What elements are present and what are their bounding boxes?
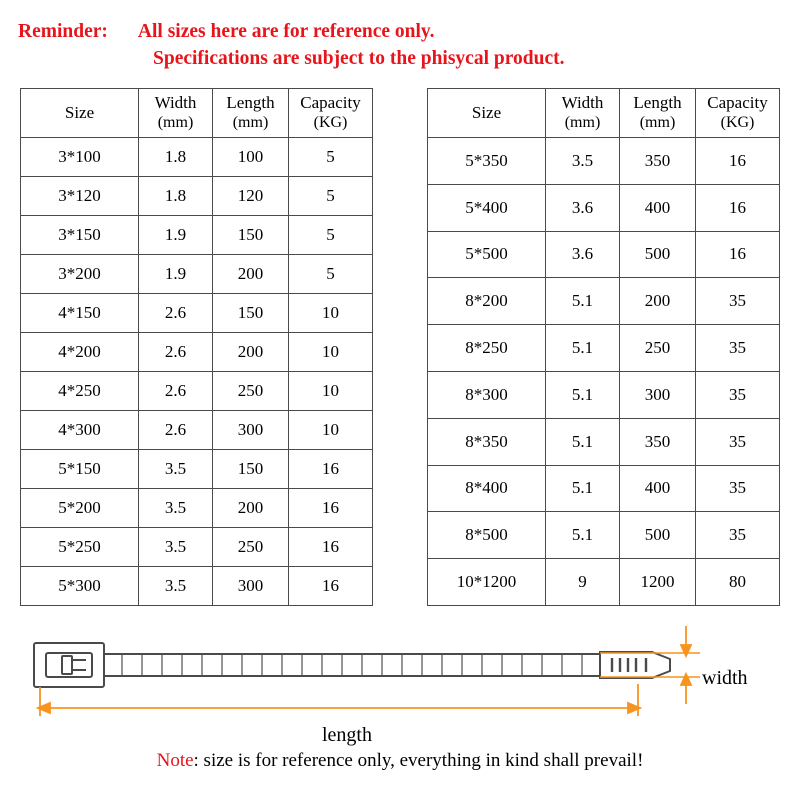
spec-table-right (427, 88, 780, 606)
cell-width: 3.5 (139, 489, 213, 528)
table-row (428, 184, 780, 231)
cell-length: 300 (213, 567, 289, 606)
cell-width: 2.6 (139, 333, 213, 372)
cell-capacity: 35 (696, 278, 780, 325)
cell-size: 3*120 (21, 177, 139, 216)
table-row (21, 411, 373, 450)
cell-size: 8*250 (428, 325, 546, 372)
cell-capacity: 16 (696, 138, 780, 185)
reminder-label: Reminder: (18, 21, 108, 42)
header-size-label: Size (471, 103, 502, 122)
header-size (428, 89, 546, 138)
cell-size: 8*500 (428, 512, 546, 559)
table-row (428, 418, 780, 465)
table-row (21, 294, 373, 333)
cell-capacity: 35 (696, 418, 780, 465)
table-row (428, 559, 780, 606)
cable-tie-strap (104, 654, 600, 676)
cell-size: 5*500 (428, 231, 546, 278)
cell-length: 400 (620, 465, 696, 512)
cell-capacity: 16 (289, 450, 373, 489)
length-dimension-arrow (38, 684, 640, 716)
table-row (21, 255, 373, 294)
cell-size: 8*300 (428, 371, 546, 418)
cell-size: 8*400 (428, 465, 546, 512)
reminder-text-2: Specifications are subject to the phisycal product. (153, 48, 565, 69)
cell-width: 3.5 (546, 138, 620, 185)
cell-length: 200 (213, 255, 289, 294)
table-row (428, 465, 780, 512)
cell-size: 8*200 (428, 278, 546, 325)
cell-size: 10*1200 (428, 559, 546, 606)
cell-size: 5*400 (428, 184, 546, 231)
header-width-unit: (mm) (564, 114, 601, 131)
cell-size: 4*200 (21, 333, 139, 372)
cell-size: 5*300 (21, 567, 139, 606)
cell-width: 1.8 (139, 177, 213, 216)
table-row (21, 216, 373, 255)
cell-length: 200 (213, 333, 289, 372)
cell-size: 4*250 (21, 372, 139, 411)
cell-capacity: 5 (289, 138, 373, 177)
table-header-row (21, 89, 373, 138)
table-row (21, 177, 373, 216)
table-row (428, 138, 780, 185)
cell-width: 2.6 (139, 294, 213, 333)
cell-capacity: 35 (696, 512, 780, 559)
cable-tie-head (34, 643, 104, 687)
header-width (139, 89, 213, 138)
header-capacity-label: Capacity (707, 93, 768, 112)
header-width-unit: (mm) (157, 114, 194, 131)
cell-width: 3.5 (139, 528, 213, 567)
cell-length: 200 (620, 278, 696, 325)
cell-length: 120 (213, 177, 289, 216)
cell-capacity: 10 (289, 294, 373, 333)
cell-size: 8*350 (428, 418, 546, 465)
spec-tables (20, 88, 780, 606)
cell-size: 5*200 (21, 489, 139, 528)
header-capacity-unit: (KG) (720, 114, 755, 131)
header-capacity (289, 89, 373, 138)
cell-capacity: 16 (289, 489, 373, 528)
cell-length: 300 (620, 371, 696, 418)
cell-capacity: 35 (696, 371, 780, 418)
cell-capacity: 10 (289, 372, 373, 411)
cell-width: 3.6 (546, 231, 620, 278)
reminder-line-1 (18, 18, 782, 45)
width-label: width (702, 667, 748, 689)
header-length (213, 89, 289, 138)
table-row (428, 325, 780, 372)
table-row (21, 138, 373, 177)
table-row (21, 489, 373, 528)
cell-width: 5.1 (546, 418, 620, 465)
cell-length: 500 (620, 231, 696, 278)
length-label: length (322, 724, 372, 746)
cell-width: 3.6 (546, 184, 620, 231)
table-row (428, 278, 780, 325)
header-size-label: Size (64, 103, 95, 122)
cell-capacity: 10 (289, 411, 373, 450)
cell-capacity: 35 (696, 465, 780, 512)
cell-width: 1.8 (139, 138, 213, 177)
cable-tie-drawing (0, 612, 800, 742)
cell-size: 5*350 (428, 138, 546, 185)
header-capacity (696, 89, 780, 138)
cell-width: 3.5 (139, 450, 213, 489)
header-length-label: Length (226, 93, 275, 112)
cell-length: 250 (213, 372, 289, 411)
cell-length: 400 (620, 184, 696, 231)
cell-capacity: 5 (289, 216, 373, 255)
cell-size: 4*150 (21, 294, 139, 333)
table-row (21, 372, 373, 411)
table-row (428, 371, 780, 418)
cell-capacity: 16 (696, 184, 780, 231)
cell-size: 4*300 (21, 411, 139, 450)
cell-length: 350 (620, 138, 696, 185)
header-width-label: Width (154, 93, 197, 112)
cell-capacity: 80 (696, 559, 780, 606)
cell-size: 3*200 (21, 255, 139, 294)
note-body: : size is for reference only, everything in kind shall prevail! (193, 750, 644, 771)
reminder-block (18, 18, 782, 72)
cell-width: 1.9 (139, 216, 213, 255)
cell-length: 250 (213, 528, 289, 567)
table-row (21, 450, 373, 489)
table-row (428, 231, 780, 278)
reminder-text-1: All sizes here are for reference only. (137, 21, 435, 42)
cell-width: 5.1 (546, 512, 620, 559)
header-length-unit: (mm) (639, 114, 676, 131)
cell-width: 5.1 (546, 325, 620, 372)
cell-capacity: 16 (696, 231, 780, 278)
header-width-label: Width (561, 93, 604, 112)
cell-length: 150 (213, 450, 289, 489)
header-length-label: Length (633, 93, 682, 112)
cell-length: 200 (213, 489, 289, 528)
cell-length: 150 (213, 216, 289, 255)
cell-length: 250 (620, 325, 696, 372)
header-width (546, 89, 620, 138)
cell-length: 500 (620, 512, 696, 559)
cable-tie-diagram (0, 612, 800, 746)
cell-length: 1200 (620, 559, 696, 606)
cell-width: 1.9 (139, 255, 213, 294)
cell-width: 5.1 (546, 465, 620, 512)
cell-width: 2.6 (139, 372, 213, 411)
note-head: Note (156, 750, 194, 771)
table-header-row (428, 89, 780, 138)
table-row (21, 567, 373, 606)
table-row (21, 333, 373, 372)
cell-width: 3.5 (139, 567, 213, 606)
table-row (428, 512, 780, 559)
cell-capacity: 16 (289, 528, 373, 567)
cell-size: 5*250 (21, 528, 139, 567)
table-row (21, 528, 373, 567)
cell-size: 3*150 (21, 216, 139, 255)
header-size (21, 89, 139, 138)
cell-capacity: 35 (696, 325, 780, 372)
cell-length: 150 (213, 294, 289, 333)
cell-width: 5.1 (546, 278, 620, 325)
cell-capacity: 5 (289, 255, 373, 294)
cell-length: 300 (213, 411, 289, 450)
cell-length: 350 (620, 418, 696, 465)
header-capacity-label: Capacity (300, 93, 361, 112)
cell-capacity: 5 (289, 177, 373, 216)
cell-capacity: 16 (289, 567, 373, 606)
header-length (620, 89, 696, 138)
cell-width: 2.6 (139, 411, 213, 450)
header-capacity-unit: (KG) (313, 114, 348, 131)
cell-width: 9 (546, 559, 620, 606)
header-length-unit: (mm) (232, 114, 269, 131)
cell-width: 5.1 (546, 371, 620, 418)
cell-length: 100 (213, 138, 289, 177)
note-line (0, 750, 800, 772)
cell-size: 3*100 (21, 138, 139, 177)
cell-capacity: 10 (289, 333, 373, 372)
width-dimension-arrow (681, 626, 691, 704)
spec-table-left (20, 88, 373, 606)
cell-size: 5*150 (21, 450, 139, 489)
